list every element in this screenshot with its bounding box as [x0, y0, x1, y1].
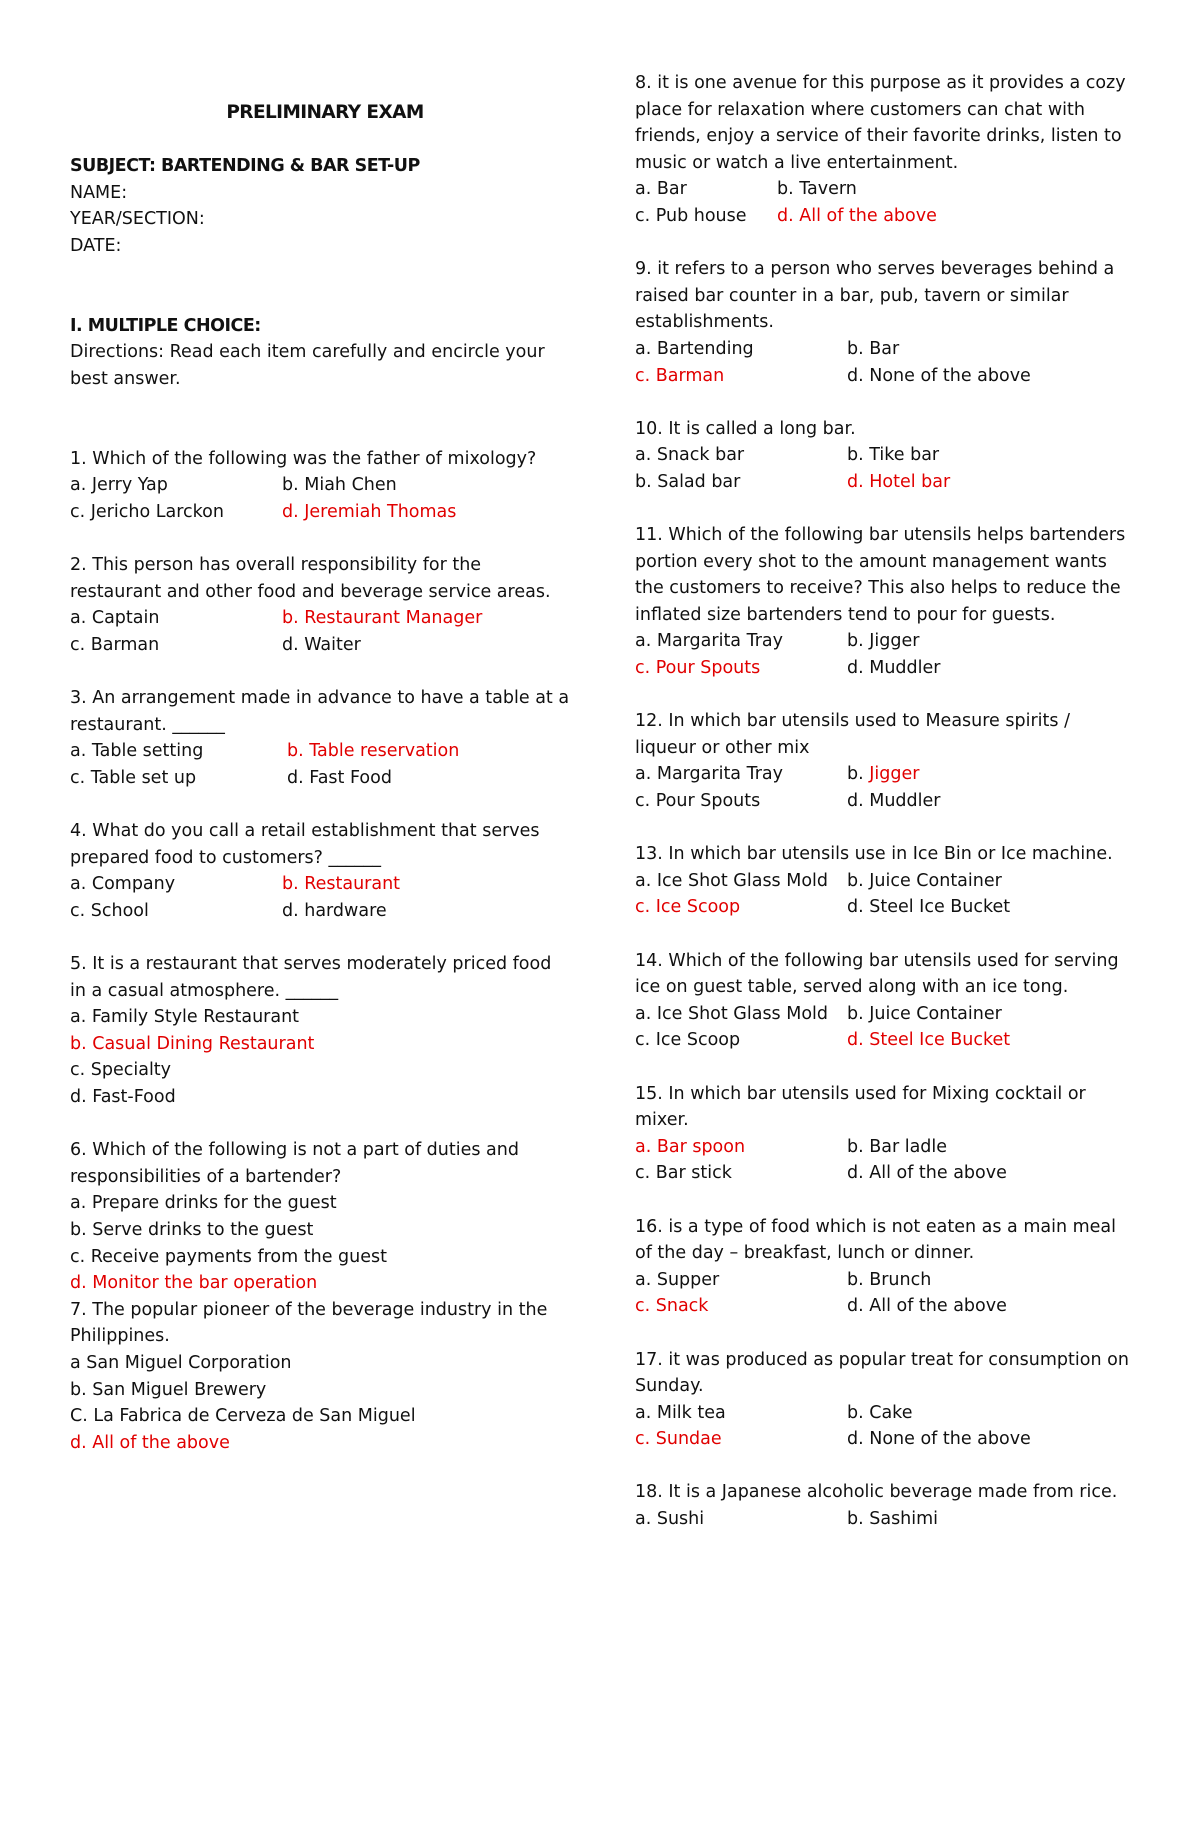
question-10 — [635, 416, 1135, 496]
question-9 — [635, 256, 1135, 389]
answer-choice-d[interactable]: d. All of the above — [70, 1432, 230, 1453]
choice-b[interactable]: b. Sashimi — [847, 1509, 939, 1530]
answer-choice-c[interactable]: c. Ice Scoop — [635, 897, 741, 918]
choice-d[interactable]: d. All of the above — [847, 1296, 1007, 1317]
question-14 — [635, 948, 1135, 1054]
choice-d[interactable]: d. Fast-Food — [70, 1086, 176, 1107]
question-2 — [70, 552, 570, 658]
question-8 — [635, 70, 1135, 230]
directions: Directions: Read each item carefully and encircle your best answer. — [70, 342, 545, 389]
choice-c[interactable]: c. School — [70, 900, 149, 921]
choice-d[interactable]: d. Steel Ice Bucket — [847, 897, 1011, 918]
choice-a[interactable]: a San Miguel Corporation — [70, 1352, 292, 1373]
question-text: 12. In which bar utensils used to Measure spirits / liqueur or other mix — [635, 711, 1070, 758]
question-15 — [635, 1081, 1135, 1187]
choice-a[interactable]: a. Supper — [635, 1269, 720, 1290]
choice-b[interactable]: b. Cake — [847, 1402, 913, 1423]
answer-choice-b[interactable]: b. Restaurant Manager — [282, 608, 483, 629]
question-4 — [70, 818, 570, 924]
choice-b[interactable]: b. Juice Container — [847, 870, 1002, 891]
year-section-field-label: YEAR/SECTION: — [70, 209, 205, 230]
choice-a[interactable]: a. Ice Shot Glass Mold — [635, 1003, 829, 1024]
choice-d[interactable]: d. Fast Food — [287, 767, 392, 788]
choice-d[interactable]: d. All of the above — [847, 1163, 1007, 1184]
section-heading: I. MULTIPLE CHOICE: — [70, 315, 261, 336]
question-text: 17. it was produced as popular treat for consumption on Sunday. — [635, 1349, 1129, 1397]
choice-a[interactable]: a. Company — [70, 874, 176, 895]
choice-c[interactable]: C. La Fabrica de Cerveza de San Miguel — [70, 1406, 416, 1427]
question-text: 6. Which of the following is not a part of duties and responsibilities of a bartender? — [70, 1140, 519, 1187]
question-text: 5. It is a restaurant that serves moderately priced food in a casual atmosphere. ______ — [70, 954, 552, 1001]
question-7 — [70, 1297, 570, 1457]
answer-choice-c[interactable]: c. Snack — [635, 1296, 709, 1317]
choice-d[interactable]: d. Muddler — [847, 791, 941, 812]
choice-c[interactable]: c. Barman — [70, 634, 160, 655]
answer-choice-a[interactable]: a. Bar spoon — [635, 1136, 746, 1157]
choice-a[interactable]: a. Prepare drinks for the guest — [70, 1193, 337, 1214]
question-text: 14. Which of the following bar utensils used for serving ice on guest table, served along with an ice tong. — [635, 950, 1119, 998]
question-12 — [635, 708, 1135, 814]
question-text: 2. This person has overall responsibility for the restaurant and other food and beverage service areas. — [70, 555, 551, 602]
choice-c[interactable]: c. Pub house — [635, 205, 747, 226]
choice-a[interactable]: a. Snack bar — [635, 445, 745, 466]
choice-d[interactable]: d. Muddler — [847, 658, 941, 679]
choice-c[interactable]: c. Bar stick — [635, 1163, 732, 1184]
choice-c[interactable]: c. Pour Spouts — [635, 791, 761, 812]
question-text: 7. The popular pioneer of the beverage industry in the Philippines. — [70, 1299, 548, 1347]
answer-choice-d[interactable]: d. Hotel bar — [847, 471, 951, 492]
choice-b[interactable] — [847, 761, 919, 788]
answer-choice-b[interactable]: b. Table reservation — [287, 741, 460, 762]
question-text: 3. An arrangement made in advance to have a table at a restaurant. ______ — [70, 688, 570, 735]
choice-a[interactable]: a. Jerry Yap — [70, 475, 168, 496]
exam-title: PRELIMINARY EXAM — [226, 102, 424, 123]
right-column — [635, 70, 1135, 1533]
answer-choice-b[interactable]: Jigger — [869, 764, 920, 785]
choice-b[interactable]: b. Bar ladle — [847, 1136, 948, 1157]
question-text: 9. it refers to a person who serves beverages behind a raised bar counter in a bar, pub, tavern or similar establishments. — [635, 259, 1115, 333]
choice-a[interactable]: a. Margarita Tray — [635, 631, 783, 652]
choice-a[interactable]: a. Sushi — [635, 1509, 705, 1530]
answer-choice-d[interactable]: d. Jeremiah Thomas — [282, 501, 457, 522]
question-text: 15. In which bar utensils used for Mixing cocktail or mixer. — [635, 1083, 1086, 1131]
answer-choice-c[interactable]: c. Barman — [635, 365, 725, 386]
choice-b[interactable]: b. Serve drinks to the guest — [70, 1219, 314, 1240]
choice-d[interactable]: d. None of the above — [847, 365, 1031, 386]
question-text: 13. In which bar utensils use in Ice Bin or Ice machine. — [635, 844, 1113, 865]
answer-choice-c[interactable]: c. Sundae — [635, 1429, 722, 1450]
choice-b[interactable]: b. Bar — [847, 338, 900, 359]
choice-b[interactable]: b. Tavern — [777, 179, 857, 200]
question-text: 4. What do you call a retail establishment that serves prepared food to customers? ______ — [70, 821, 540, 868]
question-17 — [635, 1347, 1135, 1453]
left-column — [70, 70, 570, 1456]
question-3 — [70, 685, 570, 791]
choice-b[interactable]: b. Brunch — [847, 1269, 932, 1290]
choice-b-prefix: b. — [847, 764, 870, 785]
choice-c[interactable]: c. Jericho Larckon — [70, 501, 224, 522]
choice-b[interactable]: b. Juice Container — [847, 1003, 1002, 1024]
choice-d[interactable]: d. None of the above — [847, 1429, 1031, 1450]
question-18 — [635, 1479, 1135, 1532]
choice-a[interactable]: a. Bar — [635, 179, 687, 200]
choice-c[interactable]: c. Ice Scoop — [635, 1030, 741, 1051]
question-6 — [70, 1137, 570, 1297]
answer-choice-c[interactable]: c. Pour Spouts — [635, 658, 761, 679]
question-5 — [70, 951, 570, 1111]
choice-d[interactable]: d. Waiter — [282, 634, 361, 655]
date-field-label: DATE: — [70, 235, 122, 256]
answer-choice-b[interactable]: b. Restaurant — [282, 874, 401, 895]
choice-a[interactable]: a. Table setting — [70, 741, 204, 762]
question-text: 18. It is a Japanese alcoholic beverage made from rice. — [635, 1482, 1118, 1503]
answer-choice-d[interactable]: d. All of the above — [777, 205, 937, 226]
question-1 — [70, 446, 570, 526]
question-text: 10. It is called a long bar. — [635, 418, 856, 439]
question-text: 8. it is one avenue for this purpose as it provides a cozy place for relaxation where customers can chat with friends, enjoy a service of their favorite drinks, listen to music or watch a live entertainment. — [635, 73, 1126, 173]
question-text: 1. Which of the following was the father of mixology? — [70, 448, 537, 469]
choice-a[interactable]: a. Milk tea — [635, 1402, 726, 1423]
answer-choice-d[interactable]: d. Monitor the bar operation — [70, 1273, 318, 1294]
choice-a[interactable]: a. Ice Shot Glass Mold — [635, 870, 829, 891]
choice-c[interactable]: c. Table set up — [70, 767, 197, 788]
question-text: 16. is a type of food which is not eaten as a main meal of the day – breakfast, lunch or dinner. — [635, 1216, 1117, 1264]
choice-b[interactable]: b. Tike bar — [847, 445, 940, 466]
choice-b[interactable]: b. Jigger — [847, 631, 920, 652]
choice-c[interactable]: c. Receive payments from the guest — [70, 1246, 387, 1267]
choice-a[interactable]: a. Bartending — [635, 338, 754, 359]
choice-c[interactable]: b. Salad bar — [635, 471, 741, 492]
question-11 — [635, 522, 1135, 682]
choice-a[interactable]: a. Family Style Restaurant — [70, 1007, 300, 1028]
choice-a[interactable]: a. Margarita Tray — [635, 764, 783, 785]
name-field-label: NAME: — [70, 182, 128, 203]
choice-d[interactable]: d. hardware — [282, 900, 387, 921]
choice-c[interactable]: c. Specialty — [70, 1060, 172, 1081]
question-text: 11. Which of the following bar utensils helps bartenders portion every shot to the amount management wants the customers to receive? This also helps to reduce the inflated size bartenders tend to pour for guests. — [635, 525, 1126, 625]
choice-b[interactable]: b. San Miguel Brewery — [70, 1379, 267, 1400]
answer-choice-d[interactable]: d. Steel Ice Bucket — [847, 1030, 1011, 1051]
choice-a[interactable]: a. Captain — [70, 608, 160, 629]
question-16 — [635, 1214, 1135, 1320]
question-13 — [635, 841, 1135, 921]
answer-choice-b[interactable]: b. Casual Dining Restaurant — [70, 1033, 315, 1054]
choice-b[interactable]: b. Miah Chen — [282, 475, 397, 496]
subject-line: SUBJECT: BARTENDING & BAR SET-UP — [70, 156, 420, 177]
